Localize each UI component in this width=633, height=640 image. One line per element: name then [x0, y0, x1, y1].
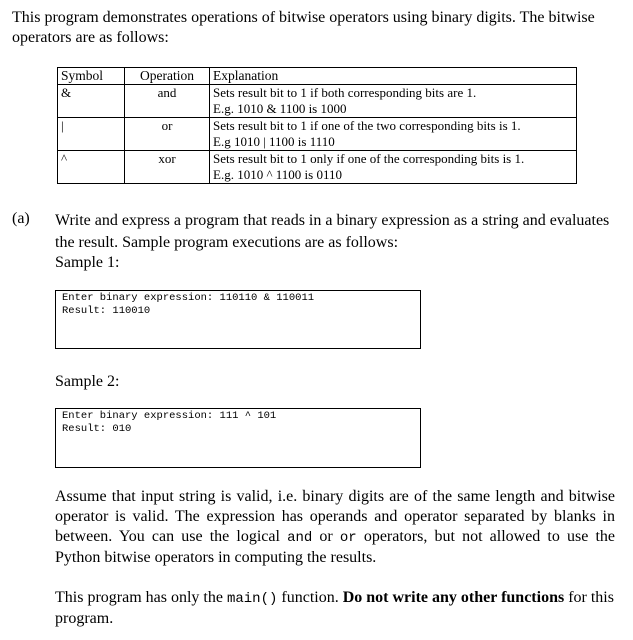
example-line: E.g. 1010 ^ 1100 is 0110 [213, 167, 342, 182]
table-row [58, 151, 577, 184]
table-row [58, 85, 577, 118]
console-line: Result: 110010 [62, 305, 151, 317]
sample2-console [55, 408, 421, 468]
cell-operation: and [125, 85, 210, 118]
example-line: E.g. 1010 & 1100 is 1000 [213, 101, 347, 116]
assume-text: operators, but not allowed to use the Python bitwise operators in computing the results. [55, 528, 616, 566]
cell-explanation [210, 85, 577, 118]
and-keyword: and [287, 530, 313, 546]
header-operation: Operation [125, 68, 210, 85]
question-text: Write and express a program that reads in a binary expression as a string and evaluates the result. Sample program executions are as follows: [55, 212, 610, 251]
intro-paragraph: This program demonstrates operations of bitwise operators using binary digits. The bitwise operators are as follows: [12, 9, 595, 46]
sample1-label: Sample 1: [55, 254, 120, 271]
operators-table [57, 67, 577, 184]
cell-explanation [210, 118, 577, 151]
main-text: function. [277, 589, 343, 606]
explanation-line: Sets result bit to 1 only if one of the corresponding bits is 1. [213, 151, 525, 166]
explanation-line: Sets result bit to 1 if one of the two corresponding bits is 1. [213, 118, 521, 133]
sample1-console [55, 290, 421, 349]
sample2-label: Sample 2: [55, 373, 120, 390]
cell-operation: or [125, 118, 210, 151]
console-line: Result: 010 [62, 423, 132, 435]
cell-symbol: ^ [58, 151, 125, 184]
header-explanation: Explanation [210, 68, 577, 85]
or-keyword: or [339, 530, 357, 546]
main-bold-text: Do not write any other functions [342, 589, 565, 606]
cell-operation: xor [125, 151, 210, 184]
cell-symbol: | [58, 118, 125, 151]
main-function-paragraph [55, 588, 615, 629]
cell-explanation [210, 151, 577, 184]
main-text: This program has only the [55, 589, 227, 606]
question-label: (a) [12, 210, 30, 227]
example-line: E.g 1010 | 1100 is 1110 [213, 134, 335, 149]
assume-text: Assume that input string is valid, i.e. binary digits are of the same length and bitwise operator is valid. The expression has operands and operator separated by blanks in between. You can use the logical [55, 488, 615, 545]
main-code: main() [226, 591, 278, 607]
table-header-row [58, 68, 577, 85]
console-line: Enter binary expression: 110110 & 110011 [62, 292, 315, 304]
assumption-paragraph [55, 487, 615, 568]
table-row [58, 118, 577, 151]
header-symbol: Symbol [58, 68, 125, 85]
assume-text: or [312, 528, 340, 545]
explanation-line: Sets result bit to 1 if both corresponding bits are 1. [213, 85, 477, 100]
main-text: for this program. [55, 589, 614, 627]
cell-symbol: & [58, 85, 125, 118]
console-line: Enter binary expression: 111 ^ 101 [62, 410, 277, 422]
